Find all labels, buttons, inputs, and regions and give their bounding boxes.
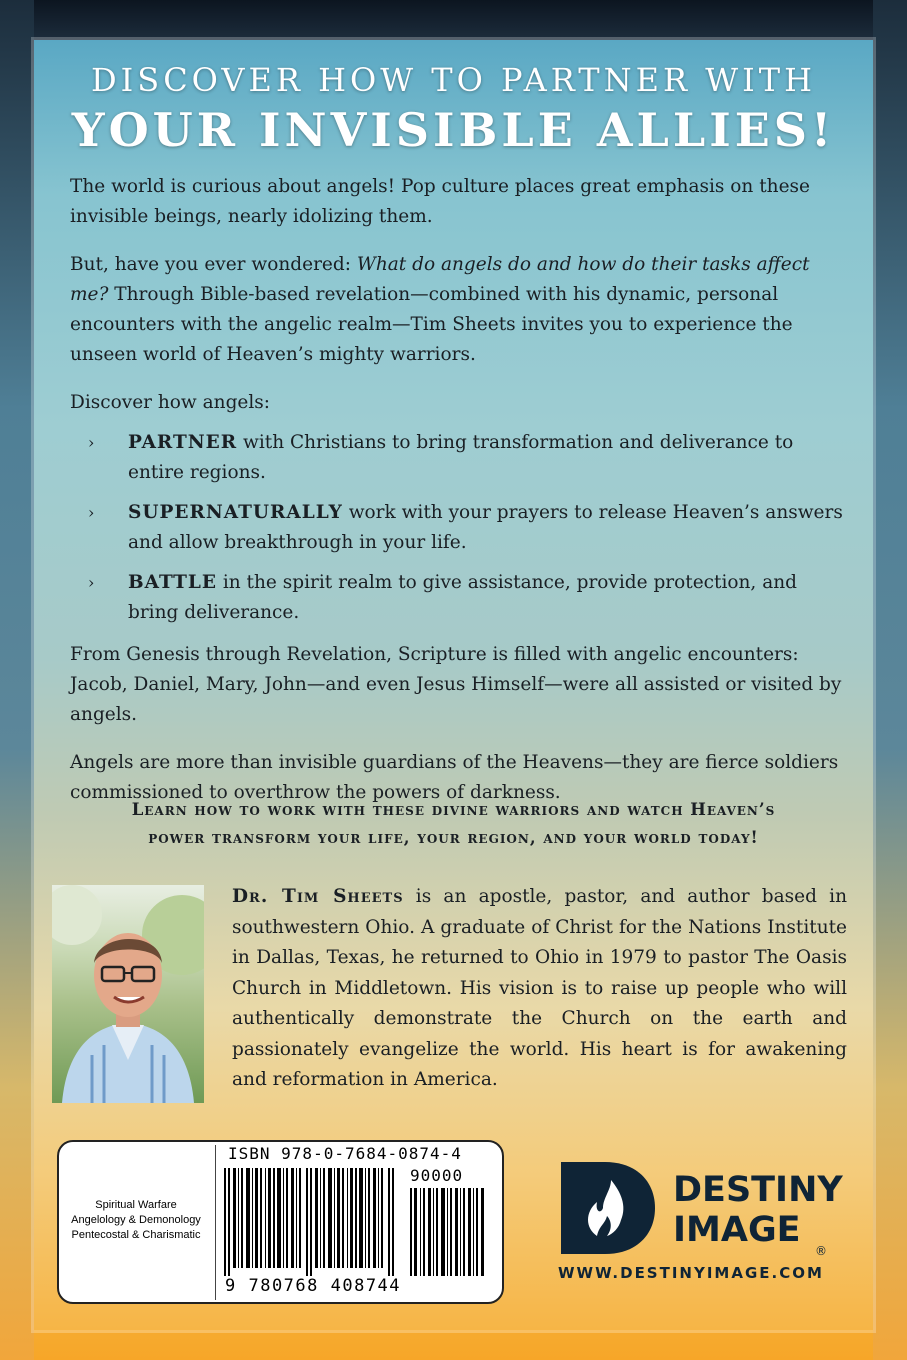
cta-line-1: Learn how to work with these divine warriors and watch Heaven’s: [131, 800, 776, 819]
cta-line-2: power transform your life, your region, and your world today!: [148, 828, 759, 847]
publisher-name-line-1: DESTINY: [673, 1170, 843, 1210]
list-item: [128, 498, 850, 558]
list-item: [128, 428, 850, 488]
category-divider: [215, 1145, 216, 1300]
category-item: Pentecostal & Charismatic: [71, 1229, 201, 1241]
list-intro: Discover how angels:: [70, 392, 271, 413]
registered-mark: ®: [815, 1244, 827, 1258]
category-item: Angelology & Demonology: [71, 1214, 201, 1226]
description-body: [70, 172, 850, 826]
author-photo: [52, 885, 204, 1103]
question-lead: But, have you ever wondered:: [70, 254, 357, 275]
question-italic: What do angels do and how do their tasks affect me?: [70, 254, 810, 305]
list-item-keyword: BATTLE: [128, 572, 217, 593]
author-portrait-illustration: [52, 885, 204, 1103]
question-rest: Through Bible-based revelation—combined with his dynamic, personal encounters with the angelic realm—Tim Sheets invites you to experience the unseen world of Heaven’s mighty warriors.: [70, 284, 793, 365]
headline-line-2: YOUR INVISIBLE ALLIES!: [71, 103, 836, 157]
angel-roles-list: [70, 428, 850, 628]
category-item: Spiritual Warfare: [95, 1199, 177, 1211]
list-item-text: work with your prayers to release Heaven’s answers and allow breakthrough in your life.: [128, 502, 843, 553]
ean-number: 9 780768 408744: [225, 1276, 402, 1296]
price-addon-label: 90000: [410, 1166, 464, 1185]
list-item-text: in the spirit realm to give assistance, provide protection, and bring deliverance.: [128, 572, 797, 623]
intro-paragraph: The world is curious about angels! Pop culture places great emphasis on these invisible beings, nearly idolizing them.: [70, 176, 810, 227]
price-addon-barcode: [408, 1188, 490, 1276]
call-to-action: [40, 796, 867, 852]
soldiers-paragraph: Angels are more than invisible guardians of the Heavens—they are fierce soldiers commissioned to overthrow the powers of darkness.: [70, 752, 839, 803]
list-item-keyword: PARTNER: [128, 432, 238, 453]
destiny-image-logo-icon: [557, 1158, 657, 1258]
publisher-name-line-2: IMAGE: [673, 1210, 801, 1250]
publisher-url: WWW.DESTINYIMAGE.COM: [558, 1264, 824, 1282]
left-border: [0, 0, 34, 1360]
isbn-label: ISBN 978-0-7684-0874-4: [228, 1144, 462, 1163]
scripture-paragraph: From Genesis through Revelation, Scripture is filled with angelic encounters: Jacob, Daniel, Mary, John—and even Jesus Himself—were all assisted or visited by angels.: [70, 644, 842, 725]
author-bio: [232, 882, 847, 1096]
question-paragraph: [70, 250, 850, 370]
publisher-name: [673, 1170, 843, 1250]
list-item-text: with Christians to bring transformation and deliverance to entire regions.: [128, 432, 794, 483]
headline: [34, 58, 873, 158]
category-list: [60, 1198, 212, 1243]
author-bio-text: is an apostle, pastor, and author based in southwestern Ohio. A graduate of Christ for the Nations Institute in Dallas, Texas, he returned to Ohio in 1979 to pastor The Oasis Church in Middletown. His vision is to raise up people who will authentically demonstrate the Church on the earth and passionately evangelize the world. His heart is for awakening and reformation in America.: [232, 886, 847, 1090]
author-name: Dr. Tim Sheets: [232, 886, 404, 907]
ean-barcode: [222, 1168, 404, 1276]
headline-line-1: DISCOVER HOW TO PARTNER WITH: [90, 61, 817, 99]
list-item: [128, 568, 850, 628]
right-border: [873, 0, 907, 1360]
list-item-keyword: SUPERNATURALLY: [128, 502, 343, 523]
